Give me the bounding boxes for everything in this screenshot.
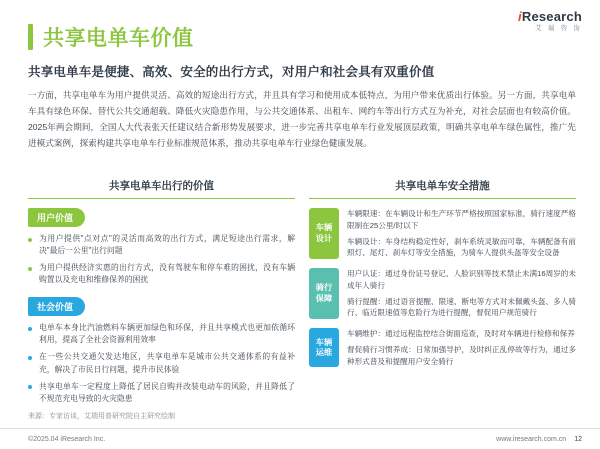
- logo-i-letter: i: [518, 9, 522, 24]
- social-value-bullets: [28, 322, 295, 404]
- measure-item: 用户认证：通过身份证号登记、人脸识别等技术禁止未满16周岁的未成年人骑行: [347, 269, 576, 290]
- row-label-vehicle-operation: 车辆 运维: [309, 328, 339, 367]
- right-column-heading: 共享电单车安全措施: [309, 178, 576, 199]
- left-column: [28, 178, 295, 416]
- page-title-wrap: [28, 22, 194, 52]
- measure-row-riding-safety: [309, 268, 576, 319]
- left-column-heading: 共享电单车出行的价值: [28, 178, 295, 199]
- page-title: 共享电单车价值: [43, 27, 194, 50]
- logo-subtitle: 艾 瑞 咨 询: [535, 24, 582, 32]
- content-columns: [28, 178, 576, 416]
- measure-item: 车辆维护：通过远程监控结合街面巡查，及时对车辆进行检修和保养: [347, 329, 575, 339]
- social-value-tag: 社会价值: [28, 297, 85, 316]
- measure-item: 车辆设计：车身结构稳定性好，刹车系统灵敏而可靠，车辆配备有前照灯、尾灯、刹车灯等安全措施，为骑车人提供头盔等安全设备: [347, 236, 576, 258]
- body-paragraph: 一方面，共享电单车为用户提供灵活、高效的短途出行方式，并且具有学习和使用成本低特点，为用户带来优质出行体验。另一方面，共享电单车具有绿色环保、替代公共交通超载、降低火灾隐患作用，与公共交通体系、出租车、网约车等出行方式互为补充，对社会层面也有较高价值。2025年两会期间，全国人大代表张天任建议结合新形势发展要求，进一步完善共享电单车行业发展顶层政策，明确共享电单车绿色属性，推广先进模式案例，探索构建共享电单车行业标准规范体系，推动共享电单车行业绿色健康发展。: [28, 90, 576, 148]
- list-item: 在一些公共交通欠发达地区，共享电单车是城市公共交通体系的有益补充，解决了市民日行问题，提升市民体验: [28, 351, 295, 375]
- user-value-group: [28, 208, 295, 286]
- right-column: [309, 178, 576, 416]
- row-body-vehicle-design: [339, 208, 576, 259]
- row-label-vehicle-design: 车辆 设计: [309, 208, 339, 259]
- measure-row-vehicle-design: [309, 208, 576, 259]
- list-item: 电单车本身比汽油燃料车辆更加绿色和环保，并且共享模式也更加依循环利用，提高了全社会资源利用效率: [28, 322, 295, 346]
- page-subtitle: 共享电单车是便捷、高效、安全的出行方式，对用户和社会具有双重价值: [28, 65, 435, 79]
- measure-row-vehicle-operation: [309, 328, 576, 367]
- logo-wordmark: [518, 10, 582, 24]
- user-value-tag: 用户价值: [28, 208, 85, 227]
- row-body-riding-safety: [339, 268, 576, 319]
- iresearch-logo: [518, 10, 582, 32]
- measure-item: 车辆限速：在车辆设计和生产环节严格按照国家标准，骑行速度严格限制在25公里/时以下: [347, 209, 576, 230]
- footer-divider: [0, 428, 600, 429]
- footer-right: [496, 436, 582, 443]
- page-number: 12: [574, 436, 582, 443]
- user-value-bullets: [28, 233, 295, 286]
- list-item: 共享电单车一定程度上降低了居民自购并改装电动车的风险，并且降低了不规范充电导致的火灾隐患: [28, 381, 295, 405]
- logo-text: Research: [521, 9, 582, 24]
- measure-item: 督促骑行习惯养成：日常加强导护，及时纠正乱停故等行为，通过多种形式普及和提醒用户安全骑行: [347, 344, 576, 366]
- measure-item: 骑行提醒：通过语音提醒、限速、断电等方式对未佩戴头盔、多人骑行、临近限速值等危险行为进行提醒，督促用户规范骑行: [347, 296, 576, 318]
- social-value-group: [28, 297, 295, 404]
- row-label-riding-safety: 骑行 保障: [309, 268, 339, 319]
- copyright: ©2025.04 iResearch Inc.: [28, 436, 106, 443]
- list-item: 为用户提供"点对点"的灵活而高效的出行方式，满足短途出行需求，解决"最后一公里"出行问题: [28, 233, 295, 257]
- source-note: 来源：专家访谈，艾瑞用普研究院自主研究绘制: [28, 413, 175, 420]
- website-url: www.iresearch.com.cn: [496, 436, 567, 443]
- row-body-vehicle-operation: [339, 328, 576, 367]
- list-item: 为用户提供经济实惠的出行方式，没有驾驶车和停车难的困扰，没有车辆购置以及充电和维修保养的困扰: [28, 262, 295, 286]
- title-accent-bar: [28, 24, 33, 50]
